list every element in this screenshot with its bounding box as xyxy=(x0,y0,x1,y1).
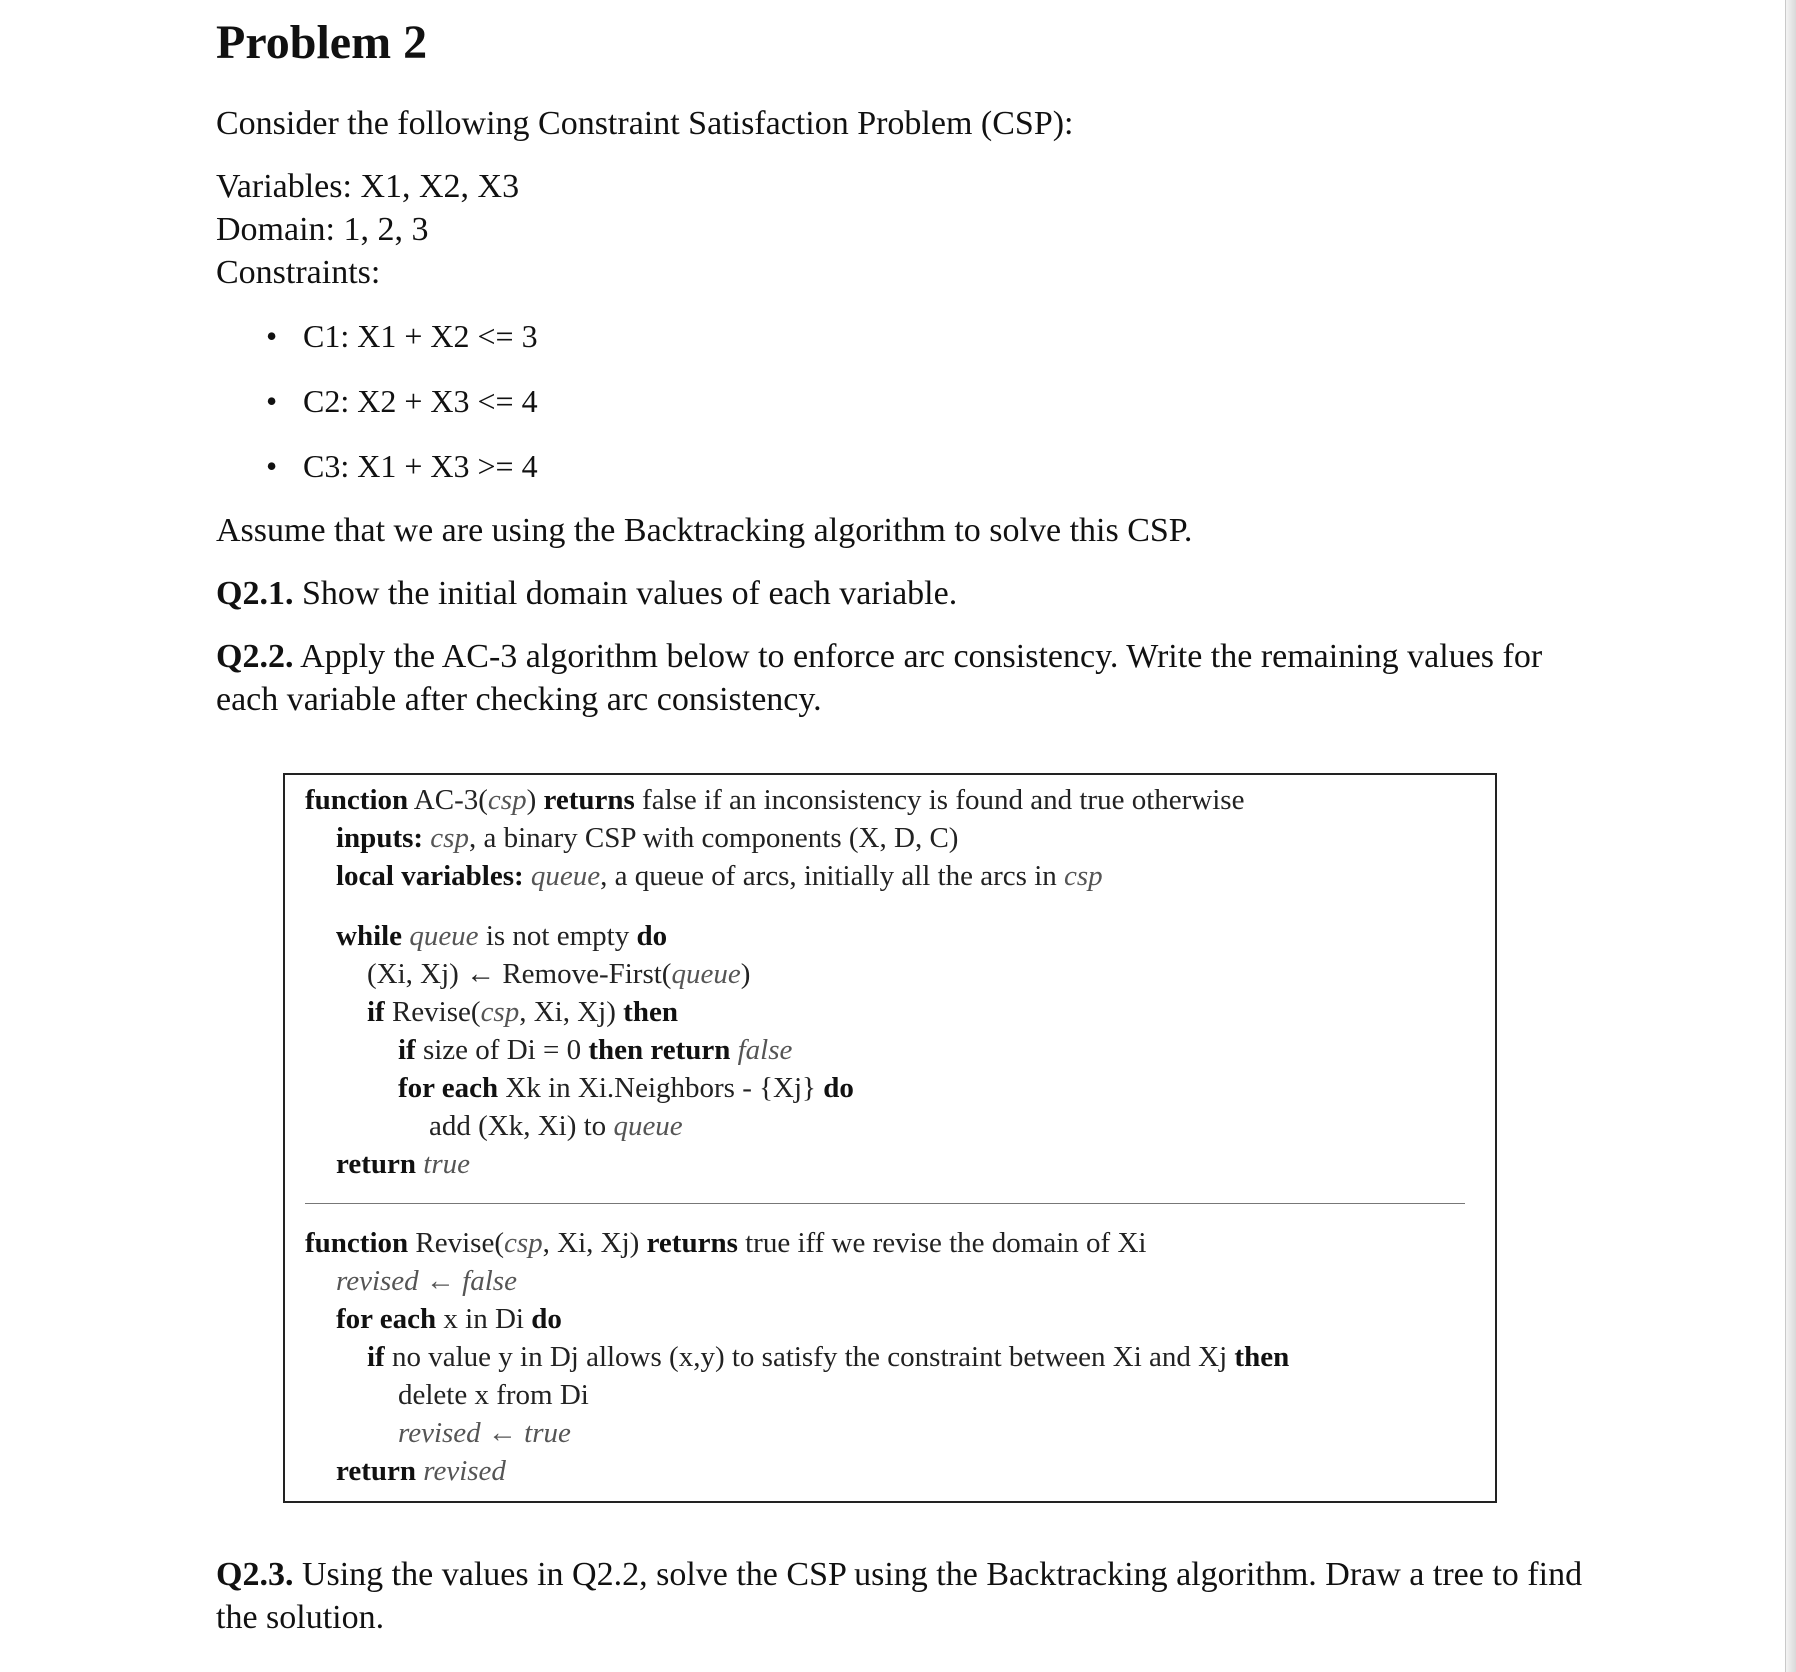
condition: size of Di = 0 xyxy=(422,1034,582,1066)
revise-signature xyxy=(305,1224,1473,1262)
question-label: Q2.1. xyxy=(216,575,294,612)
loop-expr: x in Di xyxy=(443,1303,524,1335)
divider xyxy=(305,1203,1465,1204)
var-csp: csp xyxy=(430,822,469,854)
intro-text: Consider the following Constraint Satisfaction Problem (CSP): xyxy=(216,105,1074,142)
keyword: if xyxy=(367,996,385,1028)
question-label: Q2.2. xyxy=(216,638,294,675)
statement: revised ← true xyxy=(398,1417,571,1449)
inputs-desc: , a binary CSP with components (X, D, C) xyxy=(468,822,959,854)
statement: delete x from Di xyxy=(398,1379,589,1411)
condition: no value y in Dj allows (x,y) to satisfy the constraint between Xi and Xj xyxy=(391,1341,1228,1373)
constraint-item: • C3: X1 + X3 >= 4 xyxy=(266,444,1596,489)
keyword: do xyxy=(636,920,668,952)
function-name: Revise( xyxy=(391,996,481,1028)
keyword: for each xyxy=(398,1072,499,1104)
domain-line: Domain: 1, 2, 3 xyxy=(216,211,429,248)
var-queue: queue xyxy=(409,920,479,952)
ac3-add-arc xyxy=(305,1107,1473,1145)
var-queue: queue xyxy=(530,860,601,892)
document-content xyxy=(216,14,1596,741)
ac3-while xyxy=(305,917,1473,955)
value-false: false xyxy=(737,1034,793,1066)
question-2-3-block xyxy=(216,1553,1596,1639)
ac3-inputs xyxy=(305,819,1473,857)
returns-desc: false if an inconsistency is found and true otherwise xyxy=(642,784,1245,816)
question-text: Show the initial domain values of each variable. xyxy=(293,575,958,612)
revise-for-each xyxy=(305,1300,1473,1338)
keyword: then return xyxy=(588,1034,731,1066)
question-text: Apply the AC-3 algorithm below to enforce arc consistency. Write the remaining values for each variable after checking arc consistency. xyxy=(216,638,1543,718)
keyword: local variables: xyxy=(336,860,524,892)
statement: revised ← false xyxy=(336,1265,517,1297)
revise-set-true xyxy=(305,1414,1473,1452)
revise-if-no-value xyxy=(305,1338,1473,1376)
constraints-list xyxy=(216,314,1596,489)
keyword: function xyxy=(305,784,409,816)
keyword: then xyxy=(1234,1341,1290,1373)
revise-return xyxy=(305,1452,1473,1490)
keyword: return xyxy=(336,1455,417,1487)
csp-definition xyxy=(216,165,1596,294)
keyword: if xyxy=(367,1341,385,1373)
keyword: do xyxy=(531,1303,562,1335)
var-csp: csp xyxy=(1064,860,1103,892)
ac3-if-revise xyxy=(305,993,1473,1031)
ac3-size-check xyxy=(305,1031,1473,1069)
statement: (Xi, Xj) ← Remove-First( xyxy=(367,958,672,990)
var-queue: queue xyxy=(613,1110,683,1142)
args: , Xi, Xj) xyxy=(519,996,616,1028)
function-name: Revise( xyxy=(415,1227,504,1259)
var-csp: csp xyxy=(487,784,527,816)
variables-line: Variables: X1, X2, X3 xyxy=(216,168,520,205)
constraint-item: • C2: X2 + X3 <= 4 xyxy=(266,379,1596,424)
condition: is not empty xyxy=(485,920,630,952)
constraints-label: Constraints: xyxy=(216,254,381,291)
paren: ) xyxy=(740,958,751,990)
question-2-3 xyxy=(216,1553,1596,1639)
keyword: while xyxy=(336,920,403,952)
algorithm-figure xyxy=(283,773,1497,1503)
keyword: return xyxy=(336,1148,417,1180)
keyword: function xyxy=(305,1227,409,1259)
revise-delete xyxy=(305,1376,1473,1414)
args: , Xi, Xj) xyxy=(542,1227,640,1259)
paren: ) xyxy=(526,784,537,816)
keyword: inputs: xyxy=(336,822,424,854)
var-revised: revised xyxy=(423,1455,506,1487)
ac3-return xyxy=(305,1145,1473,1183)
ac3-signature xyxy=(305,781,1473,819)
question-text: Using the values in Q2.2, solve the CSP using the Backtracking algorithm. Draw a tree to find the solution. xyxy=(216,1556,1583,1636)
ac3-remove-first xyxy=(305,955,1473,993)
var-csp: csp xyxy=(503,1227,543,1259)
statement: add (Xk, Xi) to xyxy=(429,1110,607,1142)
revise-init xyxy=(305,1262,1473,1300)
keyword: for each xyxy=(336,1303,437,1335)
var-queue: queue xyxy=(671,958,741,990)
var-csp: csp xyxy=(480,996,520,1028)
constraint-item: • C1: X1 + X2 <= 3 xyxy=(266,314,1596,359)
question-2-2 xyxy=(216,635,1596,721)
keyword: returns xyxy=(646,1227,738,1259)
function-name: AC-3( xyxy=(413,784,488,816)
returns-desc: true iff we revise the domain of Xi xyxy=(745,1227,1147,1259)
locals-desc: , a queue of arcs, initially all the arcs in xyxy=(600,860,1057,892)
page-edge xyxy=(1785,0,1796,1672)
question-label: Q2.3. xyxy=(216,1556,294,1593)
ac3-for-neighbors xyxy=(305,1069,1473,1107)
question-2-1 xyxy=(216,572,1596,615)
keyword: returns xyxy=(543,784,635,816)
value-true: true xyxy=(423,1148,470,1180)
page-title: Problem 2 xyxy=(216,16,428,69)
keyword: if xyxy=(398,1034,416,1066)
neighbors-expr: Xk in Xi.Neighbors - {Xj} xyxy=(505,1072,816,1104)
ac3-locals xyxy=(305,857,1473,895)
assumption-text: Assume that we are using the Backtracking algorithm to solve this CSP. xyxy=(216,512,1193,549)
keyword: do xyxy=(823,1072,854,1104)
keyword: then xyxy=(623,996,678,1028)
